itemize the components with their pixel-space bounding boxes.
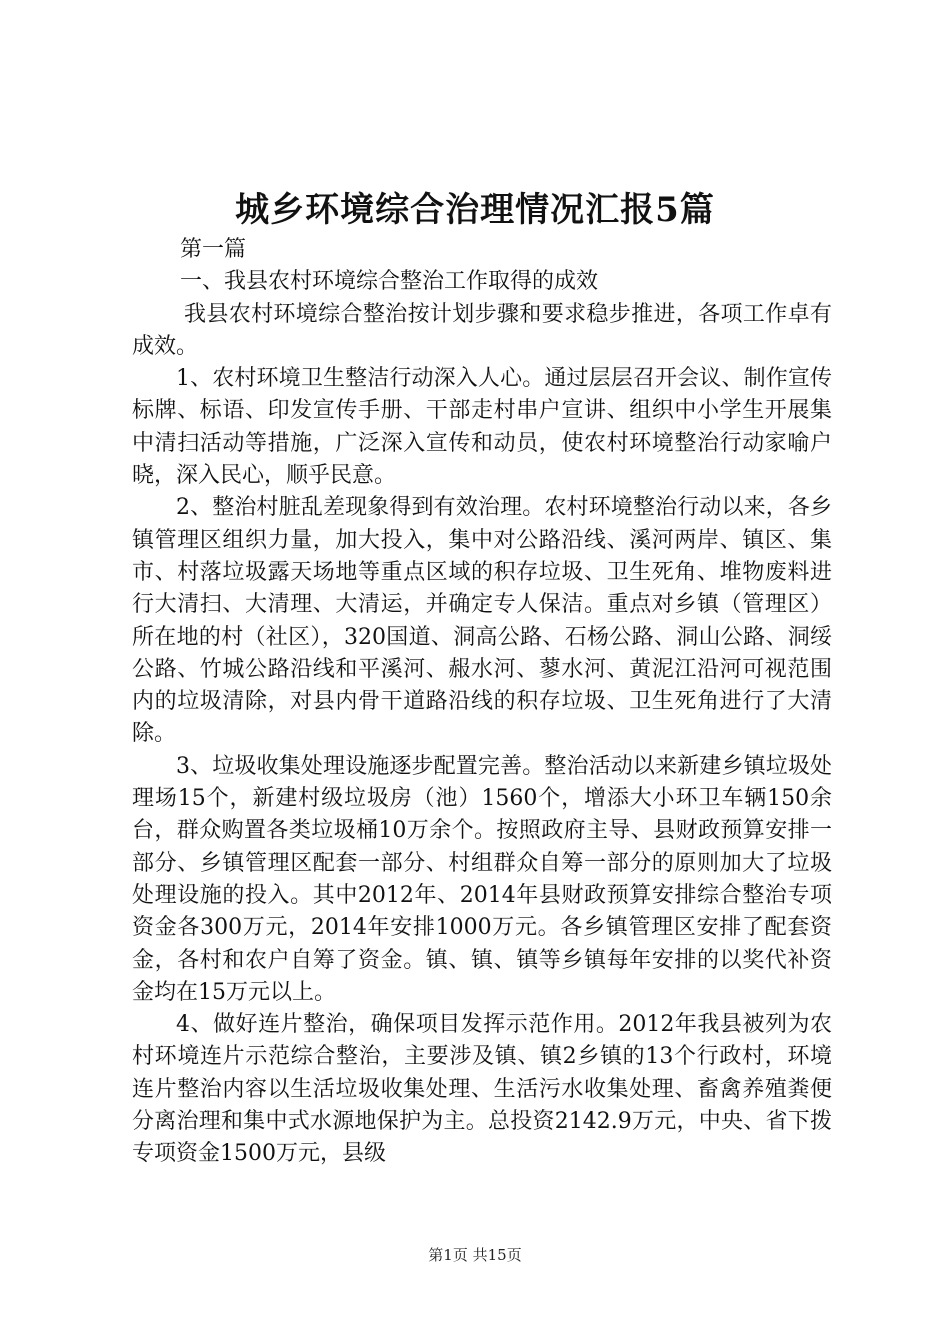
page-indicator: 第1页 共15页: [428, 1246, 522, 1264]
page-footer: [0, 1244, 950, 1266]
paragraph-intro: 我县农村环境综合整治按计划步骤和要求稳步推进，各项工作卓有成效。: [132, 301, 832, 359]
section-heading-achievements: 一、我县农村环境综合整治工作取得的成效: [180, 269, 599, 295]
paragraph-item-4: 4、做好连片整治，确保项目发挥示范作用。2012年我县被列为农村环境连片示范综合整治，主要涉及镇、镇2乡镇的13个行政村，环境连片整治内容以生活垃圾收集处理、生活污水收集处理、畜禽养殖粪便分离治理和集中式水源地保护为主。总投资2142.9万元，中央、省下拨专项资金1500万元，县级: [132, 1012, 832, 1167]
paragraph-item-3: 3、垃圾收集处理设施逐步配置完善。整治活动以来新建乡镇垃圾处理场15个，新建村级垃圾房（池）1560个，增添大小环卫车辆150余台，群众购置各类垃圾桶10万余个。按照政府主导、县财政预算安排一部分、乡镇管理区配套一部分、村组群众自筹一部分的原则加大了垃圾处理设施的投入。其中2012年、2014年县财政预算安排综合整治专项资金各300万元，2014年安排1000万元。各乡镇管理区安排了配套资金，各村和农户自筹了资金。镇、镇、镇等乡镇每年安排的以奖代补资金均在15万元以上。: [132, 753, 832, 1005]
paragraph-item-2: 2、整治村脏乱差现象得到有效治理。农村环境整治行动以来，各乡镇管理区组织力量，加大投入，集中对公路沿线、溪河两岸、镇区、集市、村落垃圾露天场地等重点区域的积存垃圾、卫生死角、堆物废料进行大清扫、大清理、大清运，并确定专人保洁。重点对乡镇（管理区）所在地的村（社区），320国道、洞高公路、石杨公路、洞山公路、洞绥公路、竹城公路沿线和平溪河、赧水河、蓼水河、黄泥江沿河可视范围内的垃圾清除，对县内骨干道路沿线的积存垃圾、卫生死角进行了大清除。: [132, 495, 832, 747]
document-body: [132, 234, 832, 1171]
paragraph-item-1: 1、农村环境卫生整洁行动深入人心。通过层层召开会议、制作宣传标牌、标语、印发宣传手册、干部走村串户宣讲、组织中小学生开展集中清扫活动等措施，广泛深入宣传和动员，使农村环境整治行动家喻户晓，深入民心，顺乎民意。: [132, 366, 832, 489]
section-heading-part-one: 第一篇: [180, 237, 247, 262]
document-title: 城乡环境综合治理情况汇报5篇: [235, 190, 715, 230]
